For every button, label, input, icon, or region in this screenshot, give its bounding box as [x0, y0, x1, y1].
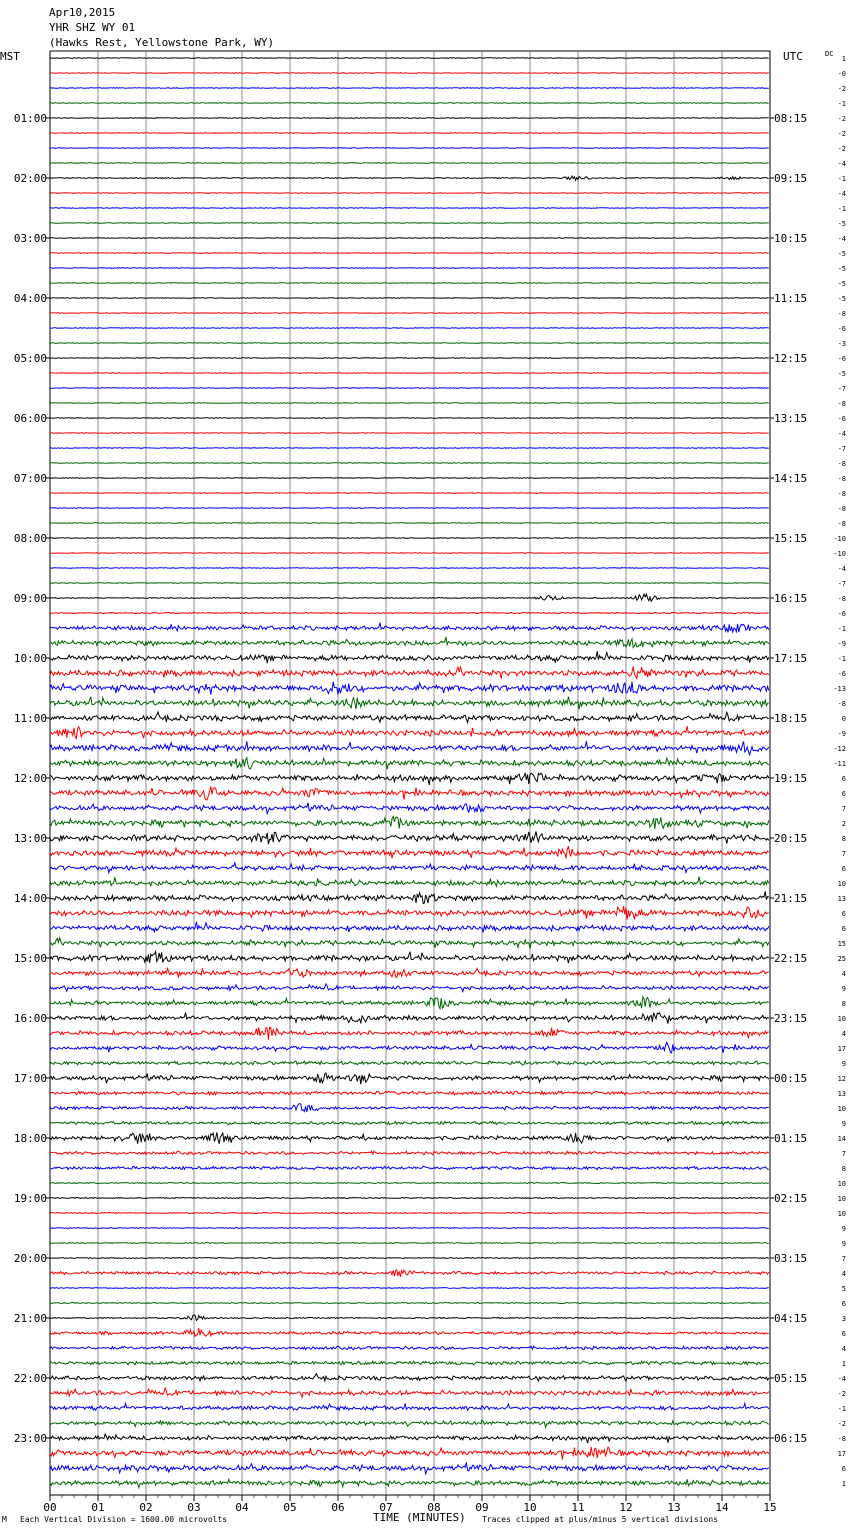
- trace-line: [50, 313, 769, 314]
- dc-offset-label: 6: [841, 865, 846, 873]
- trace-line: [50, 1243, 769, 1244]
- dc-offset-label: 6: [841, 790, 846, 798]
- trace-line: [50, 133, 769, 134]
- trace-line: [50, 1258, 769, 1259]
- trace-line: [50, 1388, 769, 1397]
- trace-line: [50, 388, 769, 389]
- trace-line: [50, 968, 769, 977]
- trace-group: [50, 58, 769, 1488]
- trace-line: [50, 208, 769, 209]
- right-hour-label: 00:15: [774, 1072, 808, 1085]
- dc-offset-label: 1: [841, 55, 846, 63]
- dc-offset-label: -9: [837, 640, 846, 648]
- x-tick-label: 08: [427, 1501, 441, 1514]
- dc-offset-label: -4: [837, 1375, 846, 1383]
- right-hour-label: 14:15: [774, 472, 808, 485]
- dc-offset-label: 9: [841, 1120, 846, 1128]
- trace-line: [50, 1288, 769, 1289]
- dc-offset-label: 1: [841, 1360, 846, 1368]
- trace-line: [50, 741, 769, 755]
- trace-line: [50, 1346, 769, 1350]
- x-tick-label: 00: [43, 1501, 57, 1514]
- dc-offset-label: -1: [837, 175, 846, 183]
- dc-offset-label: -6: [837, 415, 846, 423]
- trace-line: [50, 697, 769, 710]
- trace-line: [50, 508, 769, 509]
- trace-line: [50, 1151, 769, 1155]
- dc-offset-label: -8: [837, 520, 846, 528]
- right-hour-label: 16:15: [774, 592, 808, 605]
- trace-line: [50, 403, 769, 404]
- trace-line: [50, 463, 769, 464]
- dc-offset-label: -8: [837, 475, 846, 483]
- trace-line: [50, 712, 769, 723]
- dc-offset-label: -5: [837, 280, 846, 288]
- trace-line: [50, 148, 769, 149]
- dc-offset-label: 9: [841, 985, 846, 993]
- trace-line: [50, 817, 769, 830]
- dc-offset-label: -8: [837, 505, 846, 513]
- trace-line: [50, 163, 769, 164]
- right-hour-label: 15:15: [774, 532, 808, 545]
- clip-note: Traces clipped at plus/minus 5 vertical divisions: [482, 1515, 719, 1524]
- dc-offset-label: 17: [837, 1045, 846, 1053]
- x-tick-label: 13: [667, 1501, 681, 1514]
- trace-line: [50, 922, 769, 933]
- dc-offset-label: -8: [837, 460, 846, 468]
- dc-offset-label: 6: [841, 1465, 846, 1473]
- trace-line: [50, 726, 769, 738]
- trace-line: [50, 1091, 769, 1095]
- left-hour-label: 09:00: [13, 592, 47, 605]
- dc-offset-label: -5: [837, 370, 846, 378]
- trace-line: [50, 283, 769, 284]
- trace-line: [50, 88, 769, 89]
- dc-offset-label: 4: [841, 970, 846, 978]
- dc-offset-label: 6: [841, 910, 846, 918]
- trace-line: [50, 831, 769, 844]
- left-hour-label: 16:00: [13, 1012, 47, 1025]
- trace-line: [50, 1434, 769, 1443]
- trace-line: [50, 103, 769, 104]
- dc-offset-label: -2: [837, 85, 846, 93]
- dc-offset-label: -8: [837, 1435, 846, 1443]
- dc-offset-label: 10: [837, 1015, 846, 1023]
- dc-offset-label: 5: [841, 1285, 846, 1293]
- right-hour-label: 11:15: [774, 292, 808, 305]
- trace-line: [50, 1121, 769, 1125]
- dc-offset-label: 10: [837, 1210, 846, 1218]
- trace-line: [50, 594, 769, 601]
- dc-offset-label: -2: [837, 1390, 846, 1398]
- dc-offset-label: -1: [837, 205, 846, 213]
- trace-line: [50, 1403, 769, 1410]
- dc-offset-label: -11: [833, 760, 846, 768]
- left-axis-label: MST: [0, 50, 20, 63]
- right-axis-label: UTC: [783, 50, 803, 63]
- right-hour-label: 13:15: [774, 412, 808, 425]
- right-hour-label: 02:15: [774, 1192, 808, 1205]
- x-tick-label: 09: [475, 1501, 489, 1514]
- dc-offset-label: 14: [837, 1135, 846, 1143]
- dc-offset-label: -2: [837, 130, 846, 138]
- trace-line: [50, 58, 769, 59]
- x-tick-label: 10: [523, 1501, 537, 1514]
- dc-offset-label: 7: [841, 1255, 846, 1263]
- dc-offset-label: -4: [837, 190, 846, 198]
- trace-line: [50, 1213, 769, 1214]
- trace-line: [50, 193, 769, 194]
- trace-line: [50, 268, 769, 269]
- left-hour-label: 01:00: [13, 112, 47, 125]
- dc-offset-label: -8: [837, 310, 846, 318]
- trace-line: [50, 952, 769, 964]
- trace-line: [50, 328, 769, 329]
- right-hour-label: 12:15: [774, 352, 808, 365]
- right-hour-label: 05:15: [774, 1372, 808, 1385]
- trace-line: [50, 637, 769, 648]
- trace-line: [50, 493, 769, 494]
- dc-offset-label: -7: [837, 385, 846, 393]
- left-hour-label: 19:00: [13, 1192, 47, 1205]
- dc-offset-label: 7: [841, 850, 846, 858]
- right-hour-label: 22:15: [774, 952, 808, 965]
- trace-line: [50, 651, 769, 663]
- dc-offset-label: -4: [837, 430, 846, 438]
- dc-offset-label: -6: [837, 670, 846, 678]
- trace-line: [50, 997, 769, 1009]
- dc-offset-label: 6: [841, 925, 846, 933]
- dc-offset-label: 8: [841, 835, 846, 843]
- trace-line: [50, 863, 769, 873]
- chart-date: Apr10,2015: [49, 6, 116, 19]
- dc-offset-label: -7: [837, 445, 846, 453]
- trace-line: [50, 478, 769, 479]
- right-hour-label: 10:15: [774, 232, 808, 245]
- dc-offset-label: -4: [837, 565, 846, 573]
- dc-offset-label: 1: [841, 1480, 846, 1488]
- dc-offset-label: -5: [837, 250, 846, 258]
- dc-offset-label: 4: [841, 1270, 846, 1278]
- left-hour-label: 22:00: [13, 1372, 47, 1385]
- trace-line: [50, 1479, 769, 1487]
- trace-line: [50, 891, 769, 903]
- trace-line: [50, 343, 769, 344]
- trace-line: [50, 1462, 769, 1474]
- dc-offset-label: 8: [841, 1165, 846, 1173]
- trace-line: [50, 1027, 769, 1039]
- scale-note: Each Vertical Division = 1600.00 microvolts: [20, 1515, 228, 1524]
- dc-offset-label: 9: [841, 1060, 846, 1068]
- dc-offset-label: 10: [837, 1105, 846, 1113]
- trace-line: [50, 682, 769, 695]
- x-tick-label: 11: [571, 1501, 585, 1514]
- trace-line: [50, 984, 769, 992]
- dc-offset-label: 7: [841, 805, 846, 813]
- trace-line: [50, 298, 769, 299]
- trace-line: [50, 1104, 769, 1112]
- dc-offset-label: 15: [837, 940, 846, 948]
- trace-line: [50, 787, 769, 800]
- trace-line: [50, 1198, 769, 1199]
- trace-line: [50, 418, 769, 419]
- trace-line: [50, 358, 769, 359]
- trace-line: [50, 877, 769, 887]
- left-hour-label: 12:00: [13, 772, 47, 785]
- dc-offset-label: -13: [833, 685, 846, 693]
- dc-offset-label: -8: [837, 595, 846, 603]
- dc-offset-label: -5: [837, 295, 846, 303]
- trace-line: [50, 118, 769, 119]
- right-hour-label: 19:15: [774, 772, 808, 785]
- dc-offset-label: 17: [837, 1450, 846, 1458]
- dc-offset-label: -2: [837, 115, 846, 123]
- dc-offset-label: 3: [841, 1315, 846, 1323]
- trace-line: [50, 538, 769, 539]
- trace-line: [50, 373, 769, 374]
- right-hour-label: 09:15: [774, 172, 808, 185]
- right-hour-label: 08:15: [774, 112, 808, 125]
- trace-line: [50, 1270, 769, 1277]
- dc-offset-label: -4: [837, 160, 846, 168]
- dc-offset-label: 8: [841, 1000, 846, 1008]
- dc-offset-label: 6: [841, 1300, 846, 1308]
- dc-offset-label: -6: [837, 355, 846, 363]
- dc-offset-label: -1: [837, 1405, 846, 1413]
- trace-line: [50, 773, 769, 785]
- dc-offset-label: 13: [837, 1090, 846, 1098]
- right-hour-label: 04:15: [774, 1312, 808, 1325]
- label-group: [0, 50, 846, 1514]
- trace-line: [50, 1447, 769, 1460]
- trace-line: [50, 667, 769, 679]
- dc-offset-label: 6: [841, 1330, 846, 1338]
- trace-line: [50, 938, 769, 949]
- dc-offset-label: -10: [833, 550, 846, 558]
- dc-offset-label: -8: [837, 490, 846, 498]
- dc-offset-label: -8: [837, 700, 846, 708]
- left-hour-label: 18:00: [13, 1132, 47, 1145]
- chart-station: YHR SHZ WY 01: [49, 21, 136, 34]
- right-hour-label: 20:15: [774, 832, 808, 845]
- trace-line: [50, 1361, 769, 1365]
- left-hour-label: 10:00: [13, 652, 47, 665]
- dc-offset-label: -9: [837, 730, 846, 738]
- left-hour-label: 15:00: [13, 952, 47, 965]
- right-hour-label: 23:15: [774, 1012, 808, 1025]
- x-tick-label: 01: [91, 1501, 105, 1514]
- left-hour-label: 04:00: [13, 292, 47, 305]
- dc-offset-label: 4: [841, 1030, 846, 1038]
- trace-line: [50, 758, 769, 770]
- trace-line: [50, 1183, 769, 1184]
- trace-line: [50, 1420, 769, 1428]
- dc-offset-label: -1: [837, 100, 846, 108]
- chart-location: (Hawks Rest, Yellowstone Park, WY): [49, 36, 275, 49]
- dc-label: DC: [825, 50, 834, 58]
- trace-line: [50, 1228, 769, 1229]
- dc-offset-label: 10: [837, 1180, 846, 1188]
- left-hour-label: 17:00: [13, 1072, 47, 1085]
- trace-line: [50, 1328, 769, 1336]
- dc-offset-label: -3: [837, 340, 846, 348]
- left-hour-label: 07:00: [13, 472, 47, 485]
- dc-offset-label: 6: [841, 775, 846, 783]
- dc-offset-label: -1: [837, 625, 846, 633]
- dc-offset-label: -0: [837, 70, 846, 78]
- dc-offset-label: -7: [837, 580, 846, 588]
- x-tick-label: 02: [139, 1501, 153, 1514]
- trace-line: [50, 906, 769, 919]
- trace-line: [50, 523, 769, 524]
- right-hour-label: 01:15: [774, 1132, 808, 1145]
- trace-line: [50, 1315, 769, 1321]
- trace-line: [50, 176, 769, 180]
- trace-line: [50, 568, 769, 569]
- left-hour-label: 13:00: [13, 832, 47, 845]
- x-tick-label: 04: [235, 1501, 249, 1514]
- left-hour-label: 21:00: [13, 1312, 47, 1325]
- x-tick-label: 07: [379, 1501, 393, 1514]
- right-hour-label: 21:15: [774, 892, 808, 905]
- dc-offset-label: -6: [837, 325, 846, 333]
- trace-line: [50, 73, 769, 74]
- dc-offset-label: -8: [837, 400, 846, 408]
- left-hour-label: 05:00: [13, 352, 47, 365]
- dc-offset-label: 25: [837, 955, 846, 963]
- left-hour-label: 14:00: [13, 892, 47, 905]
- trace-line: [50, 553, 769, 554]
- dc-offset-label: -4: [837, 235, 846, 243]
- trace-line: [50, 433, 769, 434]
- x-axis-title: TIME (MINUTES): [373, 1511, 466, 1524]
- trace-line: [50, 846, 769, 858]
- dc-offset-label: 0: [841, 715, 846, 723]
- trace-line: [50, 1073, 769, 1084]
- right-hour-label: 03:15: [774, 1252, 808, 1265]
- trace-line: [50, 803, 769, 814]
- trace-line: [50, 253, 769, 254]
- dc-offset-label: 10: [837, 1195, 846, 1203]
- trace-line: [50, 448, 769, 449]
- trace-line: [50, 1166, 769, 1169]
- left-hour-label: 23:00: [13, 1432, 47, 1445]
- left-hour-label: 02:00: [13, 172, 47, 185]
- trace-line: [50, 613, 769, 614]
- dc-offset-label: -6: [837, 610, 846, 618]
- dc-offset-label: 7: [841, 1150, 846, 1158]
- trace-line: [50, 1061, 769, 1065]
- trace-line: [50, 238, 769, 239]
- dc-offset-label: -1: [837, 655, 846, 663]
- trace-line: [50, 1013, 769, 1024]
- trace-line: [50, 583, 769, 584]
- dc-offset-label: 9: [841, 1240, 846, 1248]
- dc-offset-label: -2: [837, 145, 846, 153]
- left-hour-label: 20:00: [13, 1252, 47, 1265]
- dc-offset-label: 9: [841, 1225, 846, 1233]
- x-tick-label: 15: [763, 1501, 777, 1514]
- trace-line: [50, 623, 769, 633]
- x-tick-label: 12: [619, 1501, 633, 1514]
- dc-offset-label: -10: [833, 535, 846, 543]
- dc-offset-label: 2: [841, 820, 846, 828]
- trace-line: [50, 1303, 769, 1304]
- dc-offset-label: -12: [833, 745, 846, 753]
- trace-line: [50, 1132, 769, 1143]
- right-hour-label: 18:15: [774, 712, 808, 725]
- x-tick-label: 03: [187, 1501, 201, 1514]
- left-hour-label: 03:00: [13, 232, 47, 245]
- corner-mark: M: [2, 1515, 7, 1524]
- left-hour-label: 11:00: [13, 712, 47, 725]
- x-tick-label: 14: [715, 1501, 729, 1514]
- dc-offset-label: 10: [837, 880, 846, 888]
- left-hour-label: 08:00: [13, 532, 47, 545]
- left-hour-label: 06:00: [13, 412, 47, 425]
- x-tick-label: 06: [331, 1501, 345, 1514]
- dc-offset-label: -2: [837, 1420, 846, 1428]
- dc-offset-label: -5: [837, 220, 846, 228]
- x-tick-label: 05: [283, 1501, 297, 1514]
- trace-line: [50, 1374, 769, 1382]
- right-hour-label: 17:15: [774, 652, 808, 665]
- trace-line: [50, 223, 769, 224]
- trace-line: [50, 1042, 769, 1053]
- dc-offset-label: 4: [841, 1345, 846, 1353]
- dc-offset-label: 12: [837, 1075, 846, 1083]
- dc-offset-label: 13: [837, 895, 846, 903]
- dc-offset-label: -5: [837, 265, 846, 273]
- right-hour-label: 06:15: [774, 1432, 808, 1445]
